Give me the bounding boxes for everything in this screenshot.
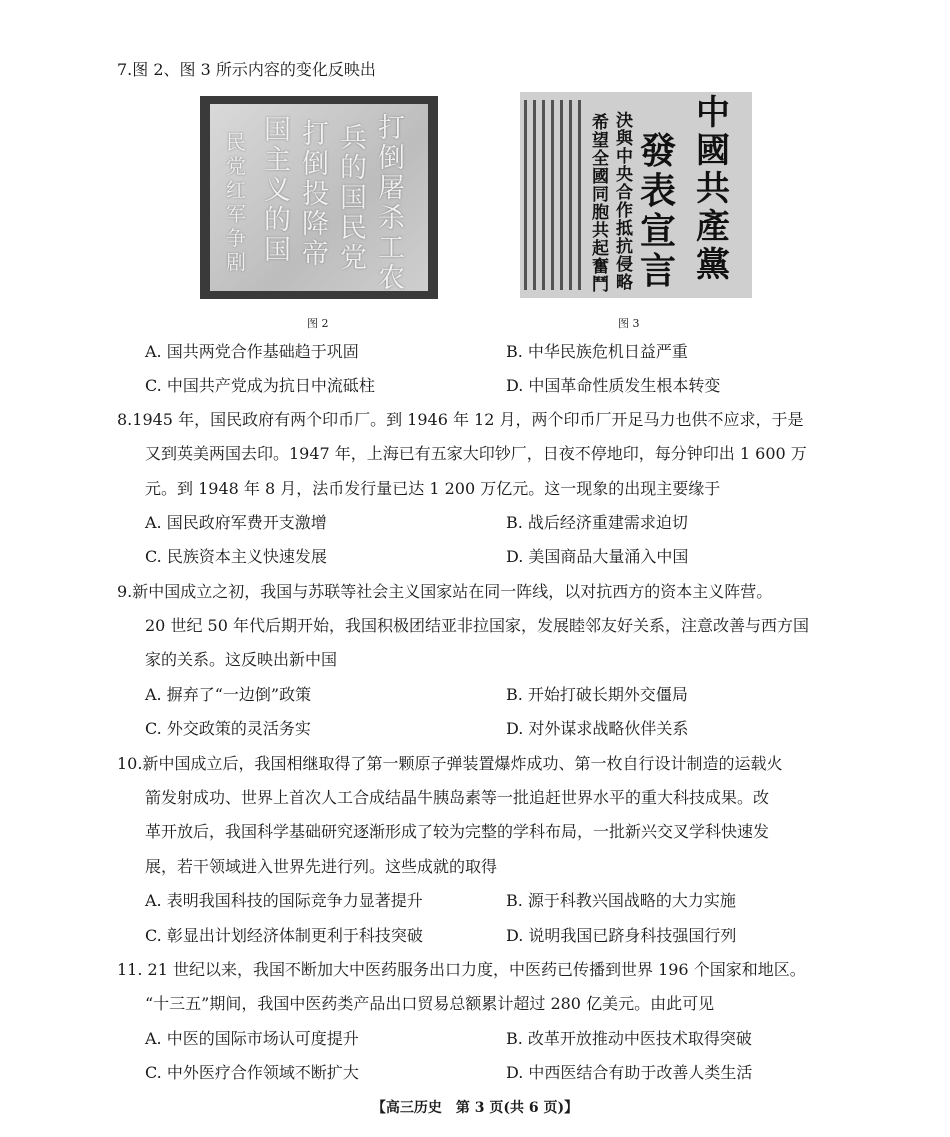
page-footer: 【高三历史 第 3 页(共 6 页)】 [371, 1100, 579, 1116]
q8-stem-line3: 元。到 1948 年 8 月，法币发行量已达 1 200 万亿元。这一现象的出现主要缘于 [145, 479, 721, 498]
q8-stem-line1: 8.1945 年，国民政府有两个印币厂。到 1946 年 12 月，两个印币厂开足马力也供不应求，于是 [117, 410, 804, 429]
figure-3-newspaper-photo [520, 92, 752, 298]
q11-option-d[interactable]: D. 中西医结合有助于改善人类生活 [506, 1063, 753, 1082]
fig2-caption: 图 2 [307, 317, 329, 330]
q7-stem: 7.图 2、图 3 所示内容的变化反映出 [117, 60, 376, 79]
q10-option-d[interactable]: D. 说明我国已跻身科技强国行列 [506, 926, 737, 945]
fig3-headline-1: 中國共產黨 [696, 93, 730, 285]
q11-stem-line2: “十三五”期间，我国中医药类产品出口贸易总额累计超过 280 亿美元。由此可见 [145, 994, 715, 1013]
q9-option-c[interactable]: C. 外交政策的灵活务实 [145, 719, 311, 738]
fig3-caption: 图 3 [618, 317, 640, 330]
q10-stem-line4: 展，若干领域进入世界先进行列。这些成就的取得 [145, 857, 498, 876]
q9-stem-line2: 20 世纪 50 年代后期开始，我国积极团结亚非拉国家，发展睦邻友好关系，注意改善与西方国 [145, 616, 809, 635]
q10-option-b[interactable]: B. 源于科教兴国战略的大力实施 [506, 891, 736, 910]
q9-option-a[interactable]: A. 摒弃了“一边倒”政策 [145, 685, 312, 704]
q8-option-b[interactable]: B. 战后经济重建需求迫切 [506, 513, 688, 532]
fig2-slogan-col1: 打倒屠杀工农 [378, 113, 405, 294]
fig3-headline-2: 發表宣言 [640, 131, 677, 292]
fig2-slogan-col3: 打倒投降帝 [302, 119, 329, 270]
q9-option-d[interactable]: D. 对外谋求战略伙伴关系 [506, 719, 689, 738]
q9-stem-line1: 9.新中国成立之初，我国与苏联等社会主义国家站在同一阵线，以对抗西方的资本主义阵营。 [117, 582, 773, 601]
q11-option-a[interactable]: A. 中医的国际市场认可度提升 [145, 1029, 359, 1048]
q10-stem-line3: 革开放后，我国科学基础研究逐渐形成了较为完整的学科布局，一批新兴交叉学科快速发 [145, 822, 770, 841]
figure-2-slogan-photo [200, 96, 438, 299]
q10-stem-line1: 10.新中国成立后，我国相继取得了第一颗原子弹装置爆炸成功、第一枚自行设计制造的运载火 [117, 754, 783, 773]
q11-option-c[interactable]: C. 中外医疗合作领域不断扩大 [145, 1063, 359, 1082]
q9-stem-line3: 家的关系。这反映出新中国 [145, 650, 338, 669]
fig2-slogan-col2: 兵的国民党 [340, 123, 367, 274]
q11-stem-line1: 11. 21 世纪以来，我国不断加大中医药服务出口力度，中医药已传播到世界 196 个国家和地区。 [117, 960, 806, 979]
fig3-subheadline-2: 希望全國同胞共起奮鬥 [592, 113, 609, 295]
q7-option-c[interactable]: C. 中国共产党成为抗日中流砥柱 [145, 376, 375, 395]
fig3-small-print [524, 100, 582, 290]
q7-option-d[interactable]: D. 中国革命性质发生根本转变 [506, 376, 721, 395]
q7-option-a[interactable]: A. 国共两党合作基础趋于巩固 [145, 342, 359, 361]
fig3-subheadline-1: 決與中央合作抵抗侵略 [616, 111, 633, 293]
q9-option-b[interactable]: B. 开始打破长期外交僵局 [506, 685, 688, 704]
q8-option-c[interactable]: C. 民族资本主义快速发展 [145, 547, 327, 566]
q10-option-c[interactable]: C. 彰显出计划经济体制更利于科技突破 [145, 926, 423, 945]
q10-option-a[interactable]: A. 表明我国科技的国际竞争力显著提升 [145, 891, 423, 910]
q7-option-b[interactable]: B. 中华民族危机日益严重 [506, 342, 688, 361]
q8-option-d[interactable]: D. 美国商品大量涌入中国 [506, 547, 689, 566]
q8-option-a[interactable]: A. 国民政府军费开支激增 [145, 513, 327, 532]
fig2-slogan-col4: 国主义的国 [264, 115, 291, 266]
q11-option-b[interactable]: B. 改革开放推动中医技术取得突破 [506, 1029, 752, 1048]
q8-stem-line2: 又到英美两国去印。1947 年，上海已有五家大印钞厂，日夜不停地印，每分钟印出 1 600 万 [145, 444, 807, 463]
q10-stem-line2: 箭发射成功、世界上首次人工合成结晶牛胰岛素等一批追赶世界水平的重大科技成果。改 [145, 788, 770, 807]
fig2-slogan-col5: 民党红军争剧 [226, 130, 246, 274]
